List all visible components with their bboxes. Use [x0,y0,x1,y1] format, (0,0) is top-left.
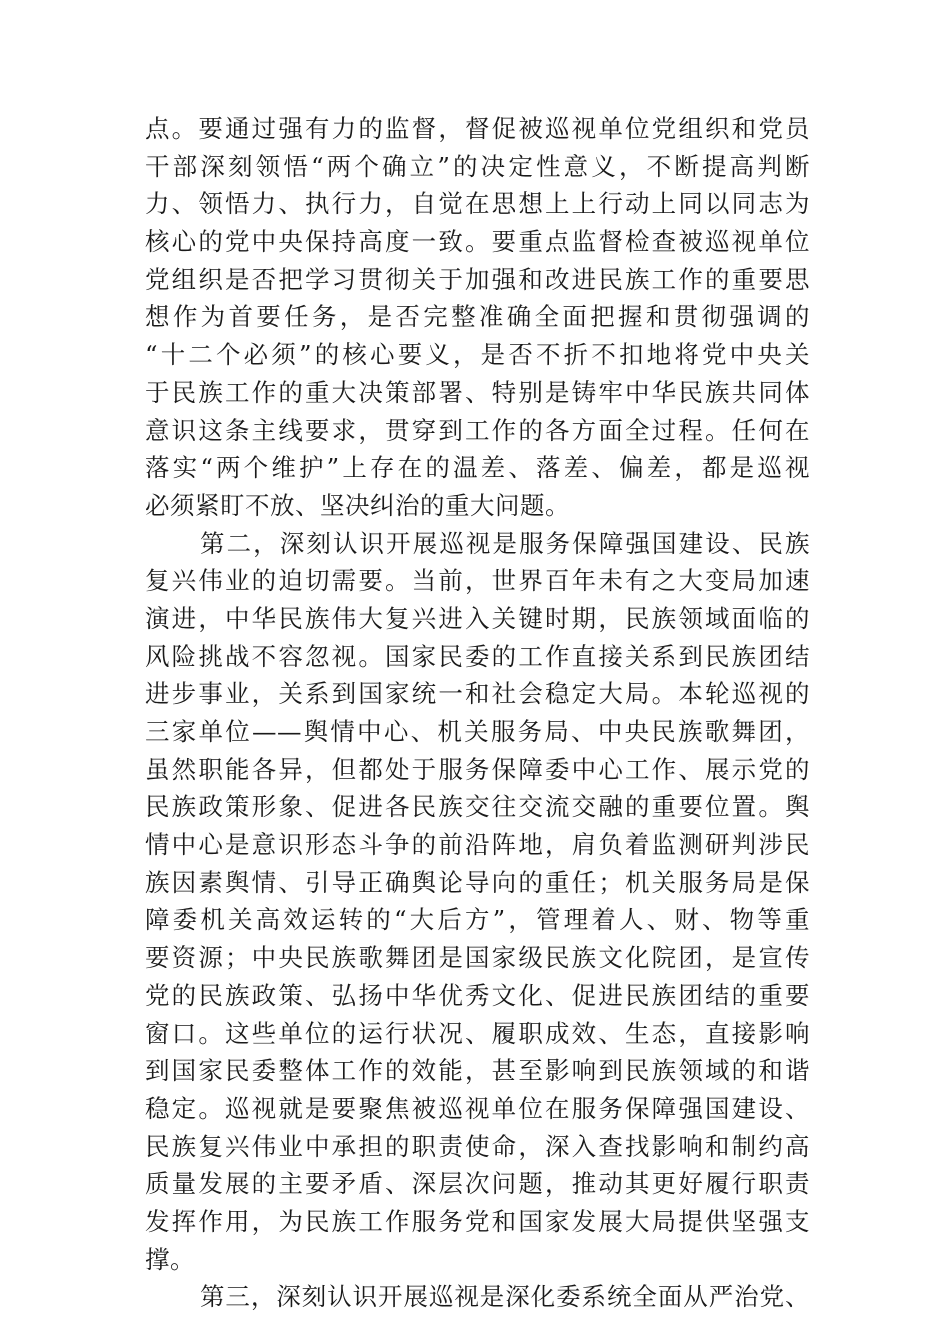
text-line: 质量发展的主要矛盾、深层次问题，推动其更好履行职责 [145,1169,810,1199]
text-line: 民族复兴伟业中承担的职责使命，深入查找影响和制约高 [145,1131,810,1161]
text-line: 窗口。这些单位的运行状况、履职成效、生态，直接影响 [145,1018,810,1048]
paragraph-start-line: 第二，深刻认识开展巡视是服务保障强国建设、民族 [200,528,810,558]
text-line: 虽然职能各异，但都处于服务保障委中心工作、展示党的 [145,754,810,784]
text-line: 核心的党中央保持高度一致。要重点监督检查被巡视单位 [145,227,810,257]
text-line: “十二个必须”的核心要义，是否不折不扣地将党中央关 [145,340,810,370]
text-line: 进步事业，关系到国家统一和社会稳定大局。本轮巡视的 [145,679,810,709]
text-line: 撑。 [145,1244,195,1274]
text-line: 风险挑战不容忽视。国家民委的工作直接关系到民族团结 [145,641,810,671]
text-line: 民族政策形象、促进各民族交往交流交融的重要位置。舆 [145,792,810,822]
text-line: 于民族工作的重大决策部署、特别是铸牢中华民族共同体 [145,377,810,407]
text-line: 要资源；中央民族歌舞团是国家级民族文化院团，是宣传 [145,943,810,973]
text-line: 到国家民委整体工作的效能，甚至影响到民族领域的和谐 [145,1056,810,1086]
text-line: 稳定。巡视就是要聚焦被巡视单位在服务保障强国建设、 [145,1093,810,1123]
text-line: 三家单位——舆情中心、机关服务局、中央民族歌舞团， [145,717,810,746]
paragraph-start-line: 第三，深刻认识开展巡视是深化委系统全面从严治党、 [200,1282,810,1312]
text-line: 想作为首要任务，是否完整准确全面把握和贯彻强调的 [145,302,810,332]
text-line: 干部深刻领悟“两个确立”的决定性意义，不断提高判断 [145,151,810,181]
text-line: 发挥作用，为民族工作服务党和国家发展大局提供坚强支 [145,1206,810,1236]
text-line: 党组织是否把学习贯彻关于加强和改进民族工作的重要思 [145,264,810,294]
text-line: 党的民族政策、弘扬中华优秀文化、促进民族团结的重要 [145,980,810,1010]
text-line: 必须紧盯不放、坚决纠治的重大问题。 [145,490,570,520]
text-line: 力、领悟力、执行力，自觉在思想上上行动上同以同志为 [145,189,810,219]
text-line: 情中心是意识形态斗争的前沿阵地，肩负着监测研判涉民 [145,830,810,860]
text-line: 障委机关高效运转的“大后方”，管理着人、财、物等重 [145,905,810,935]
document-body [145,110,810,1316]
text-line: 演进，中华民族伟大复兴进入关键时期，民族领域面临的 [145,603,810,633]
text-line: 复兴伟业的迫切需要。当前，世界百年未有之大变局加速 [145,566,810,596]
text-line: 族因素舆情、引导正确舆论导向的重任；机关服务局是保 [145,867,810,897]
text-line: 落实“两个维护”上存在的温差、落差、偏差，都是巡视 [145,453,810,483]
text-line: 点。要通过强有力的监督，督促被巡视单位党组织和党员 [145,114,810,143]
text-line: 意识这条主线要求，贯穿到工作的各方面全过程。任何在 [145,415,810,445]
